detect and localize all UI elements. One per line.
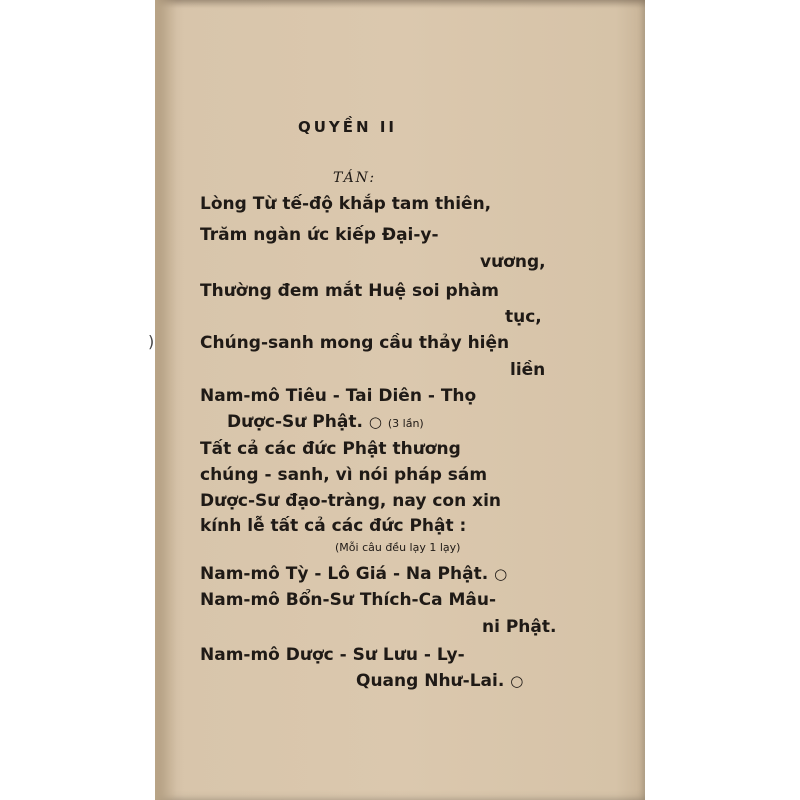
text-line-14 — [200, 564, 507, 584]
text-line-6: Chúng-sanh mong cầu thảy hiện — [200, 333, 510, 353]
circle-mark: ○ — [510, 672, 524, 690]
text-line-10: Tất cả các đức Phật thương — [200, 439, 461, 459]
page-spine-shadow — [155, 0, 177, 800]
text-line-17: Nam-mô Dược - Sư Lưu - Ly- — [200, 645, 465, 665]
text-line-11: chúng - sanh, vì nói pháp sám — [200, 465, 488, 485]
text-line-9-text: Dược-Sư Phật. — [227, 412, 363, 432]
page-edge-mark: ) — [148, 332, 155, 351]
verse-label: TÁN: — [333, 170, 377, 186]
bow-note: (Mỗi câu đều lạy 1 lạy) — [335, 541, 461, 554]
text-line-9 — [227, 412, 424, 432]
text-line-5: tục, — [505, 307, 542, 327]
text-line-18 — [356, 671, 523, 691]
text-line-4: Thường đem mắt Huệ soi phàm — [200, 281, 500, 301]
text-line-7: liền — [510, 360, 546, 380]
repeat-note: (3 lần) — [387, 417, 424, 430]
section-heading: QUYỀN II — [298, 118, 397, 136]
text-line-18-text: Quang Như-Lai. — [356, 671, 505, 691]
text-line-14-text: Nam-mô Tỳ - Lô Giá - Na Phật. — [200, 564, 489, 584]
text-line-16: ni Phật. — [482, 617, 557, 637]
text-line-2: Trăm ngàn ức kiếp Đại-y- — [200, 225, 439, 245]
circle-mark: ○ — [368, 413, 382, 431]
text-line-15: Nam-mô Bổn-Sư Thích-Ca Mâu- — [200, 590, 497, 610]
circle-mark: ○ — [494, 565, 508, 583]
text-line-8: Nam-mô Tiêu - Tai Diên - Thọ — [200, 386, 477, 406]
text-line-12: Dược-Sư đạo-tràng, nay con xin — [200, 491, 502, 511]
text-line-1: Lòng Từ tế-độ khắp tam thiên, — [200, 194, 492, 214]
text-line-13: kính lễ tất cả các đức Phật : — [200, 516, 467, 536]
text-line-3: vương, — [480, 252, 546, 272]
page-top-shadow — [155, 0, 645, 8]
